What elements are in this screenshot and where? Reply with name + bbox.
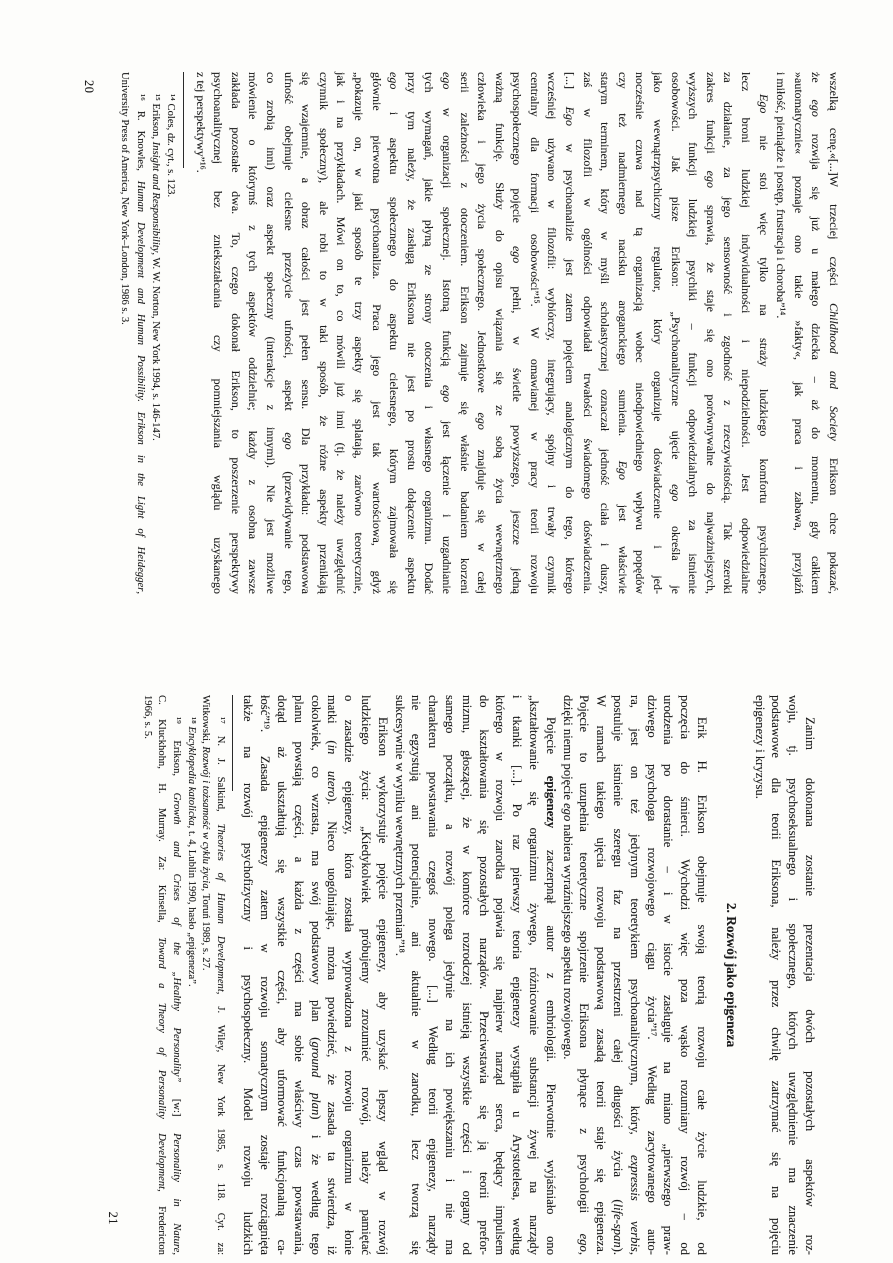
text-line: Pojęcie epigenezy zaczerpnął autor z embriologii. Pierwotnie wyjaśniało ono (543, 717, 558, 1256)
footnote-line: University Press of America, New York–London, 1986 s. 3. (119, 72, 131, 325)
text-line: sukcesywnie w wyniku wewnętrznych przemian”¹⁸. (392, 695, 407, 957)
text-line: epigenezy i kryzysu. (752, 695, 767, 799)
text-line: którego w rozwoju zarodka pojawia się najpierw narząd serca, będący impulsem (493, 695, 508, 1255)
text-line: z tej perspektywy”¹⁶. (193, 72, 208, 173)
text-line: Erikson wykorzystuje pojęcie epigenezy, aby uzyskać lepszy wgląd w rozwój (375, 717, 390, 1255)
text-line: zakres funkcji ego sprawia, że staje się ono porównywalne do najważniejszych, (703, 72, 718, 595)
text-line: zakłada pozostałe dwa. To, czego dokonał Erikson, to poszerzenie perspektywy (228, 72, 243, 594)
text-line: charakteru powstawania czegoś nowego. [...] Według teorii epigenezy, narządy (426, 695, 441, 1255)
page-number: 21 (106, 1211, 121, 1225)
text-line: czynnik społeczny), ale robi to w taki sposób, że różne aspekty przenikają (316, 72, 331, 594)
text-line: starym terminem, który w myśli scholastycznej oznaczał jedność ciała i duszy, (598, 72, 613, 594)
text-line: ego w organizacji społecznej. Istotną funkcją ego jest łączenie i uzgadnianie (439, 72, 454, 594)
text-line: „pokazuje on, w jaki sposób te trzy aspekty się splatają, zarówno teoretycznie, (351, 72, 366, 594)
text-line: postuluje istnienie szeregu faz na przestrzeni całej długości życia (life-span). (611, 695, 626, 1255)
text-line: ufność obejmuje cielesne przeżycie ufności, aspekt ego (przewidywanie tego, (281, 72, 296, 594)
text-line: samego początku, a rozwój polega jedynie na ich powiększaniu i nie ma (443, 695, 458, 1255)
text-line: Ego nie stoi więc tylko na straży ludzkiego komfortu psychicznego, (756, 94, 771, 594)
text-line: dziwego psychologa rozwojowego ciągu życia”¹⁷. Według zacytowanego auto- (644, 695, 659, 1255)
text-line: co zrobią inni) oraz aspekt społeczny (interakcje z innymi). Nie jest możliwe (264, 72, 278, 594)
footnote-line: ¹⁹ Erikson, Growth and Crises of the „Healthy Personality” [w:] Personality in Nature, (170, 717, 182, 1255)
text-line: nocześnie czuwa nad tą organizacją wobec nieodpowiedniego wpływu popędów (633, 72, 648, 594)
text-line: ważną funkcję. Służy do opisu wiązania się ze sobą życia wewnętrznego (492, 72, 507, 594)
footnote-line: ¹⁶ R. Knowles, Human Development and Human Possibility. Erikson in the Light of Heidegger, (134, 94, 146, 594)
text-line: ludzkiego życia: „Kiedykolwiek próbujemy zrozumieć rozwój, należy pamiętać (359, 695, 374, 1255)
footnote-line: C. Kluckhohn, H. Murray. Za: Kinsella, Toward a Theory of Personality Development, Fredericton (156, 695, 168, 1255)
text-line: Zanim dokonana zostanie prezentacja dwóch pozostałych aspektów roz- (803, 717, 817, 1255)
text-line: i miłość, pieniądze i postęp, frustracja i choroba”¹⁴. (774, 72, 789, 319)
text-line: dotąd aż ukształtują się wszystkie części, aby uformować funkcjonalną ca- (275, 695, 290, 1255)
page-21 (104, 695, 818, 1255)
text-line: Erik H. Erikson obejmuje swoją teorią rozwoju całe życie ludzkie, od (695, 717, 710, 1255)
footnote-line: ¹⁷ N. J. Salkind, Theories of Human Development, J. Wiley, New York 1985, s. 118. Cyt. za: (214, 717, 226, 1256)
footnote-separator (183, 72, 184, 168)
footnote-line: ¹⁵ Erikson, Insight and Responsibility, W. W. Norton, New York 1994, s. 146-147. (149, 94, 161, 441)
text-line: W ramach takiego ujęcia rozwoju podstawową zasadą teorii staje się epigeneza. (594, 695, 609, 1255)
text-line: urodzenia po dorastanie – i w istocie zasługuje na miano „pierwszego praw- (661, 695, 676, 1255)
text-line: także na rozwój psychofizyczny i psychospołeczny. Model rozwoju ludzkich (241, 695, 256, 1255)
text-line: się wzajemnie, a obraz całości jest pełen sensu. Dla przykładu: podstawowa (299, 72, 314, 594)
text-line: ego i aspektu społecznego do aspektu cielesnego, którym zajmowała się (387, 72, 402, 594)
text-line: serii zależności z otoczeniem. Erikson zajmuje się właśnie badaniem korzeni (457, 72, 472, 594)
text-line: za działanie, za jego sensowność i zgodność z rzeczywistością. Tak szeroki (721, 72, 736, 594)
text-line: wcześniej używano w filozofii: wybiórczy, integrujący, spójny i trwały czynnik (545, 72, 560, 594)
spacer (739, 695, 751, 1255)
footnote-line: 1966, s. 5. (141, 695, 153, 739)
text-line: zaś w filozofii w ogólności odpowiadał trwałości świadomego doświadczenia. (580, 72, 595, 594)
text-line: woju, tj. psychoseksualnego i społecznego, których uwzględnienie ma znaczenie (786, 695, 801, 1255)
text-line: łość”¹⁹. Zasada epigenezy zatem w rozwoju somatycznym zostaje rozciągnięta (258, 695, 273, 1255)
text-line: centralny dla formacji osobowości”¹⁵. W omawianej w pracy teorii rozwoju (527, 72, 542, 594)
text-line: »automatycznie« poznaje ono takie »fakty«, jak praca i zabawa, przyjaźń (791, 72, 806, 594)
text-line: że ego rozwija się już u małego dziecka – aż do momentu, gdy całkiem (809, 72, 824, 594)
spacer (710, 695, 722, 1255)
text-line: głównie pierwotna psychoanaliza. Praca jego jest tak wartościowa, gdyż (369, 72, 384, 594)
text-line: do kształtowania się pozostałych narządów. Przeciwstawia się ją teorii prefor- (476, 695, 491, 1255)
page-number: 20 (82, 80, 97, 94)
text-line: czy też nadmiernego nacisku aroganckiego sumienia. Ego jest właściwie (615, 72, 630, 594)
footnote-line: Witkowski, Rozwój i tożsamość w cyklu życia, Toruń 1989, s. 27. (200, 695, 212, 971)
text-line: o zasadzie epigenezy, która została wyprowadzona z rozwoju organizmu w łonie (342, 695, 357, 1255)
text-line: matki (in utero). Nieco uogólniając, można powiedzieć, że zasada ta stwierdza, iż (325, 695, 340, 1256)
footnote-separator (232, 695, 233, 791)
text-line: tych wymagań, jakie płyną ze strony otoczenia i własnego organizmu. Dodać (422, 72, 437, 594)
text-line: [...] Ego w psychoanalizie jest zatem pojęciem analogicznym do tego, którego (563, 72, 578, 594)
text-line: lecz broni ludzkiej indywidualności i niepodzielności. Jest odpowiedzialne (739, 72, 754, 594)
text-line: „kształtowanie się organizmu żywego, różnicowanie substancji żywej na narządy (527, 695, 542, 1255)
text-line: człowieka i jego życia społecznego. Jednostkowe ego znajduje się w całej (475, 72, 490, 594)
footnote-line: ¹⁸ Encyklopedia katolicka, t. 4, Lublin 1990, hasło „epigeneza”. (185, 717, 197, 987)
text-line: mówienie o którymś z tych aspektów oddzielnie; każdy z osobna zawsze (246, 72, 261, 594)
section-heading: 2. Rozwój jako epigeneza (723, 902, 739, 1048)
text-line: mizmu, głoszącej, że w komórce rozrodczej istnieją wszystkie części i organy od (459, 695, 474, 1255)
text-line: osobowości. Jak pisze Erikson: „Psychoanalityczne ujęcie ego określa je (668, 72, 683, 594)
text-line: wyższych funkcji ludzkiej psychiki – funkcji odpowiedzialnych za istnienie (686, 72, 701, 594)
text-line: jako wewnątrzpsychiczny regulator, który organizuje doświadczenie i jed- (651, 72, 666, 594)
text-line: wszelką cenę.«[...]W trzeciej części Childhood and Society Erikson chce pokazać, (827, 72, 841, 594)
text-line: podstawowe dla teorii Eriksona, należy przez chwilę zatrzymać się na pojęciu (769, 695, 784, 1255)
text-line: nie egzystują ani potencjalnie, ani aktualnie w zarodku, lecz tworzą się (409, 695, 424, 1255)
text-line: Pojęcie to uzupełnia teoretyczne spojrzenie Eriksona płynące z psychologii ego, (577, 695, 592, 1255)
text-line: ra, jest on też jedynym teoretykiem psychoanalitycznym, który, expressis verbis, (627, 695, 642, 1255)
text-line: jak i na przykładach. Mówi on to, co mówili już inni (tj. że należy uwzględnić (334, 72, 349, 594)
text-line: psychoanalitycznej bez zniekształcania czy pomniejszania wglądu uzyskanego (211, 72, 226, 594)
footnote-line: ¹⁴ Coles, dz. cyt., s. 123. (165, 94, 177, 198)
text-line: cokolwiek, co wzrasta, ma swój podstawowy plan (ground plan) i że według tego (308, 695, 323, 1255)
text-line: psychospołecznego pojęcie ego pełni, w świetle powyższego, jeszcze jedną (510, 72, 525, 594)
text-line: poczęcia do śmierci. Wychodzi więc poza wąsko rozumiany rozwój – od (678, 695, 693, 1255)
text-line: przy tym należy, że zasługą Eriksona nie jest po prostu dołączenie aspektu (404, 72, 419, 594)
text-line: i tkanki [...]. Po raz pierwszy teoria epigenezy wystąpiła u Arystotelesa, według (510, 695, 525, 1255)
page-20 (80, 72, 842, 594)
text-line: dzięki niemu pojęcie ego nabiera wyraźniejszego aspektu rozwojowego. (560, 695, 575, 1060)
text-line: planu powstają części, a każda z części ma sobie właściwy czas powstawania, (291, 695, 306, 1255)
